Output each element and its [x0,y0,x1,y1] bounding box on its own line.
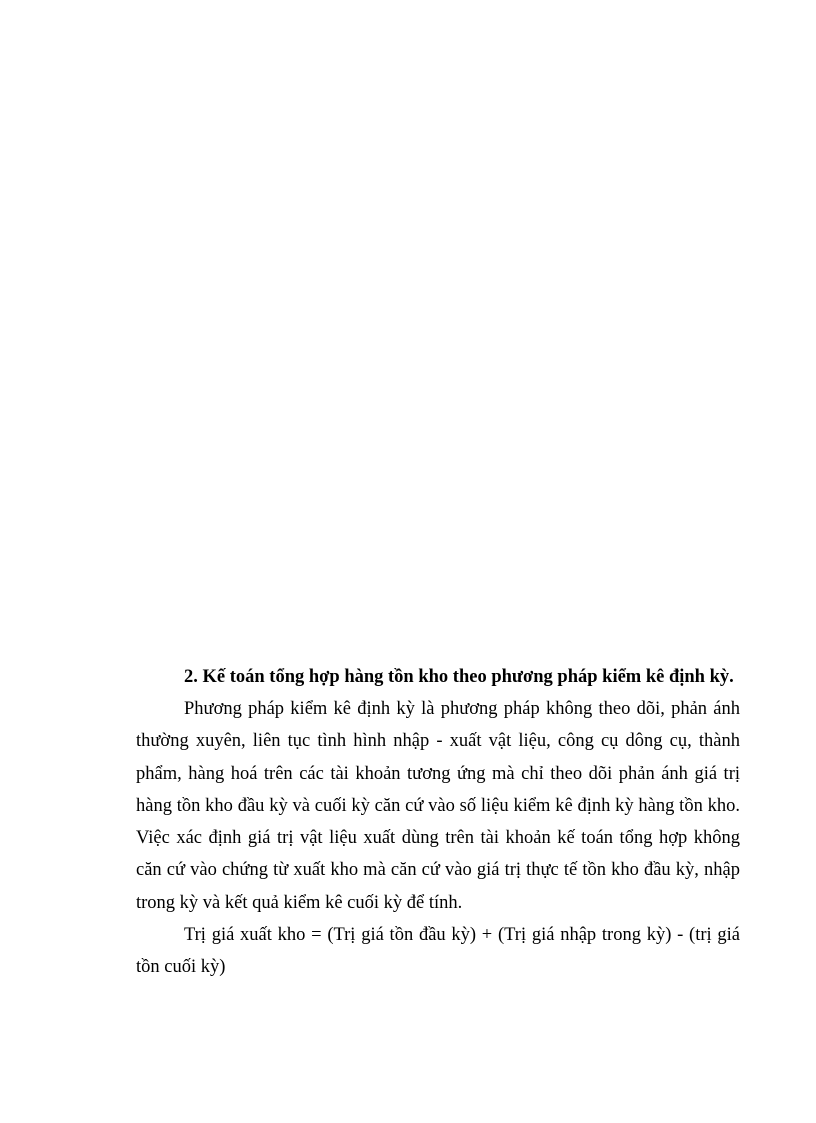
body-paragraph-method: Phương pháp kiểm kê định kỳ là phương pháp không theo dõi, phản ánh thường xuyên, liên tục tình hình nhập - xuất vật liệu, công cụ dông cụ, thành phẩm, hàng hoá trên các tài khoản tương ứng mà chỉ theo dõi phản ánh giá trị hàng tồn kho đầu kỳ và cuối kỳ căn cứ vào số liệu kiểm kê định kỳ hàng tồn kho. Việc xác định giá trị vật liệu xuất dùng trên tài khoản kế toán tổng hợp không căn cứ vào chứng từ xuất kho mà căn cứ vào giá trị thực tế tồn kho đầu kỳ, nhập trong kỳ và kết quả kiểm kê cuối kỳ để tính. [136,699,740,913]
section-content [136,662,740,984]
section-heading: 2. Kế toán tổng hợp hàng tồn kho theo phương pháp kiểm kê định kỳ. [184,667,734,687]
body-paragraph-formula: Trị giá xuất kho = (Trị giá tồn đầu kỳ) + (Trị giá nhập trong kỳ) - (trị giá tồn cuối kỳ) [136,925,740,978]
